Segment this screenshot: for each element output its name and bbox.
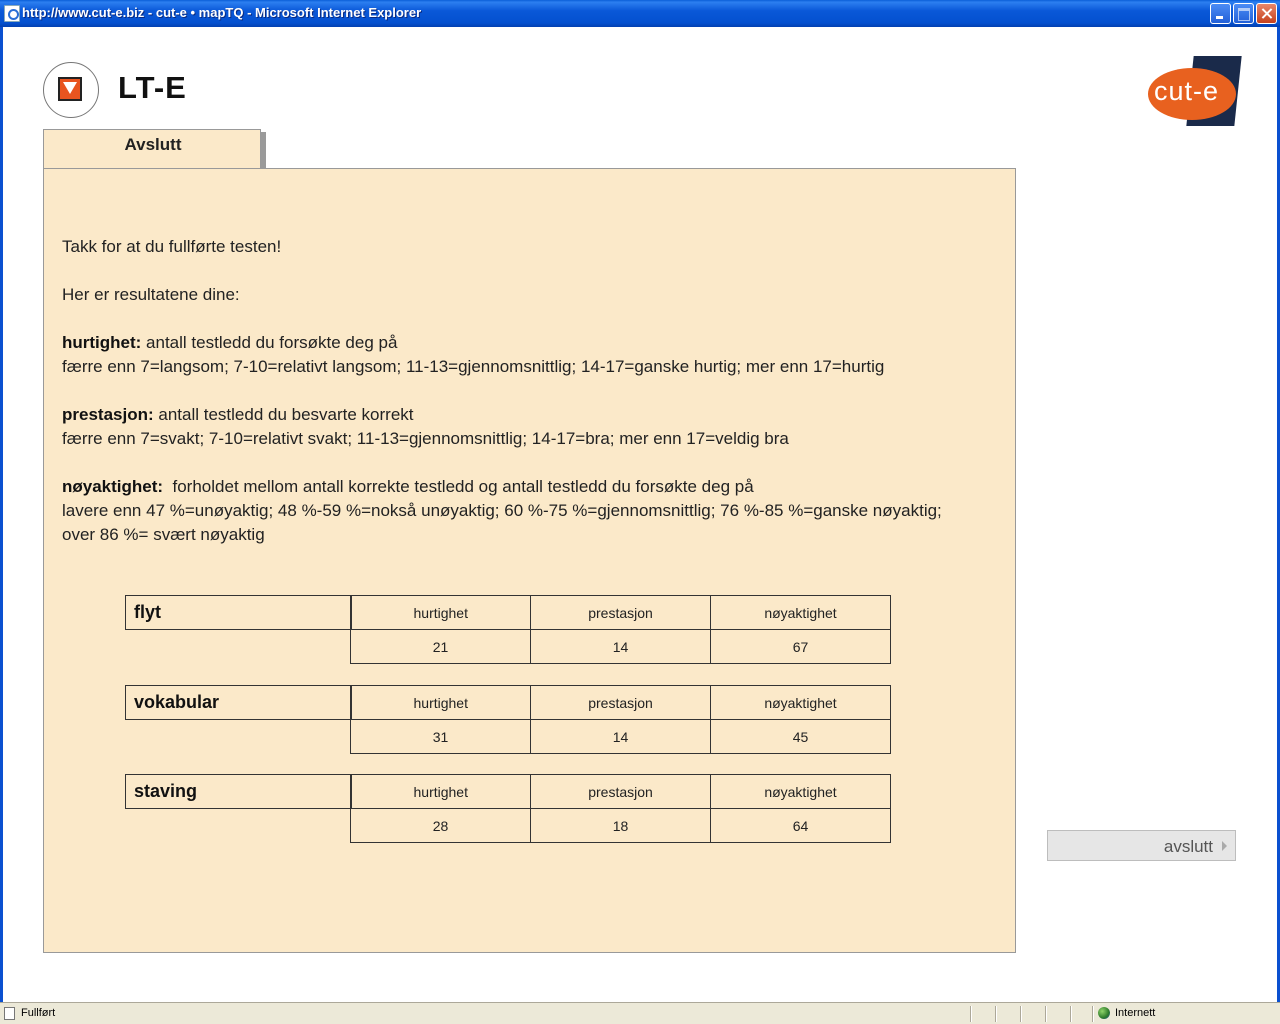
tab-label: Avslutt (124, 135, 182, 154)
status-text: Fullført (21, 1007, 56, 1019)
value-performance: 14 (531, 720, 711, 754)
test-name: vokabular (126, 686, 351, 720)
window-titlebar (0, 0, 1280, 27)
empty-cell (126, 809, 351, 843)
header-speed: hurtighet (351, 686, 531, 720)
table-row (126, 809, 891, 843)
speed-scale: færre enn 7=langsom; 7-10=relativt langsom; 11-13=gjennomsnittlig; 14-17=ganske hurtig; mer enn 17=hurtig (62, 357, 885, 376)
status-separator (995, 1006, 997, 1022)
header-accuracy: nøyaktighet (711, 596, 891, 630)
performance-scale: færre enn 7=svakt; 7-10=relativt svakt; 11-13=gjennomsnittlig; 14-17=bra; mer enn 17=veldig bra (62, 429, 789, 448)
table-row (126, 720, 891, 754)
speed-term: hurtighet: (62, 333, 142, 352)
value-performance: 18 (531, 809, 711, 843)
performance-def: antall testledd du besvarte korrekt (153, 405, 414, 424)
speed-definition (62, 333, 397, 353)
table-row (126, 775, 891, 809)
accuracy-scale-1: lavere enn 47 %=unøyaktig; 48 %-59 %=nokså unøyaktig; 60 %-75 %=gjennomsnittlig; 76 %-85 %=ganske nøyaktig; (62, 501, 942, 520)
ie-icon (4, 5, 20, 22)
brand-logo-text: cut-e (1154, 76, 1220, 106)
header-performance: prestasjon (531, 775, 711, 809)
finish-button[interactable] (1047, 830, 1236, 861)
app-title: LT-E (118, 70, 187, 105)
content-panel (43, 168, 1016, 953)
performance-term: prestasjon: (62, 405, 154, 424)
results-table-staving (125, 774, 891, 843)
brand-logo (1148, 56, 1240, 128)
app-logo-icon (58, 77, 82, 101)
value-speed: 31 (351, 720, 531, 754)
status-bar (0, 1002, 1280, 1024)
accuracy-def: forholdet mellom antall korrekte testledd og antall testledd du forsøkte deg på (163, 477, 754, 496)
thanks-text: Takk for at du fullførte testen! (62, 237, 282, 256)
status-separator (1020, 1006, 1022, 1022)
window-title: http://www.cut-e.biz - cut-e • mapTQ - Microsoft Internet Explorer (22, 5, 422, 20)
window-frame-left (0, 27, 3, 1002)
header-performance: prestasjon (531, 686, 711, 720)
header-accuracy: nøyaktighet (711, 686, 891, 720)
header-speed: hurtighet (351, 775, 531, 809)
globe-icon (1098, 1007, 1110, 1019)
table-row (126, 630, 891, 664)
minimize-button[interactable] (1210, 3, 1231, 24)
test-name: flyt (126, 596, 351, 630)
accuracy-scale-2: over 86 %= svært nøyaktig (62, 525, 265, 544)
accuracy-definition (62, 477, 754, 497)
status-separator (1070, 1006, 1072, 1022)
status-separator (1045, 1006, 1047, 1022)
status-separator (970, 1006, 972, 1022)
empty-cell (126, 720, 351, 754)
value-accuracy: 64 (711, 809, 891, 843)
arrow-right-icon (1222, 841, 1227, 851)
results-table-vokabular (125, 685, 891, 754)
value-speed: 21 (351, 630, 531, 664)
results-table-flyt (125, 595, 891, 664)
close-button[interactable] (1256, 3, 1277, 24)
table-row (126, 686, 891, 720)
performance-definition (62, 405, 414, 425)
value-accuracy: 67 (711, 630, 891, 664)
header-accuracy: nøyaktighet (711, 775, 891, 809)
empty-cell (126, 630, 351, 664)
security-zone: Internett (1115, 1007, 1156, 1019)
test-name: staving (126, 775, 351, 809)
value-speed: 28 (351, 809, 531, 843)
value-performance: 14 (531, 630, 711, 664)
status-separator (1092, 1006, 1094, 1022)
page-icon (4, 1007, 15, 1020)
value-accuracy: 45 (711, 720, 891, 754)
accuracy-term: nøyaktighet: (62, 477, 164, 496)
results-intro: Her er resultatene dine: (62, 285, 240, 304)
finish-button-label: avslutt (1163, 837, 1213, 856)
speed-def: antall testledd du forsøkte deg på (141, 333, 398, 352)
tab-shadow (261, 132, 266, 169)
maximize-button[interactable] (1233, 3, 1254, 24)
header-performance: prestasjon (531, 596, 711, 630)
header-speed: hurtighet (351, 596, 531, 630)
table-row (126, 596, 891, 630)
tab-avslutt (43, 129, 261, 169)
